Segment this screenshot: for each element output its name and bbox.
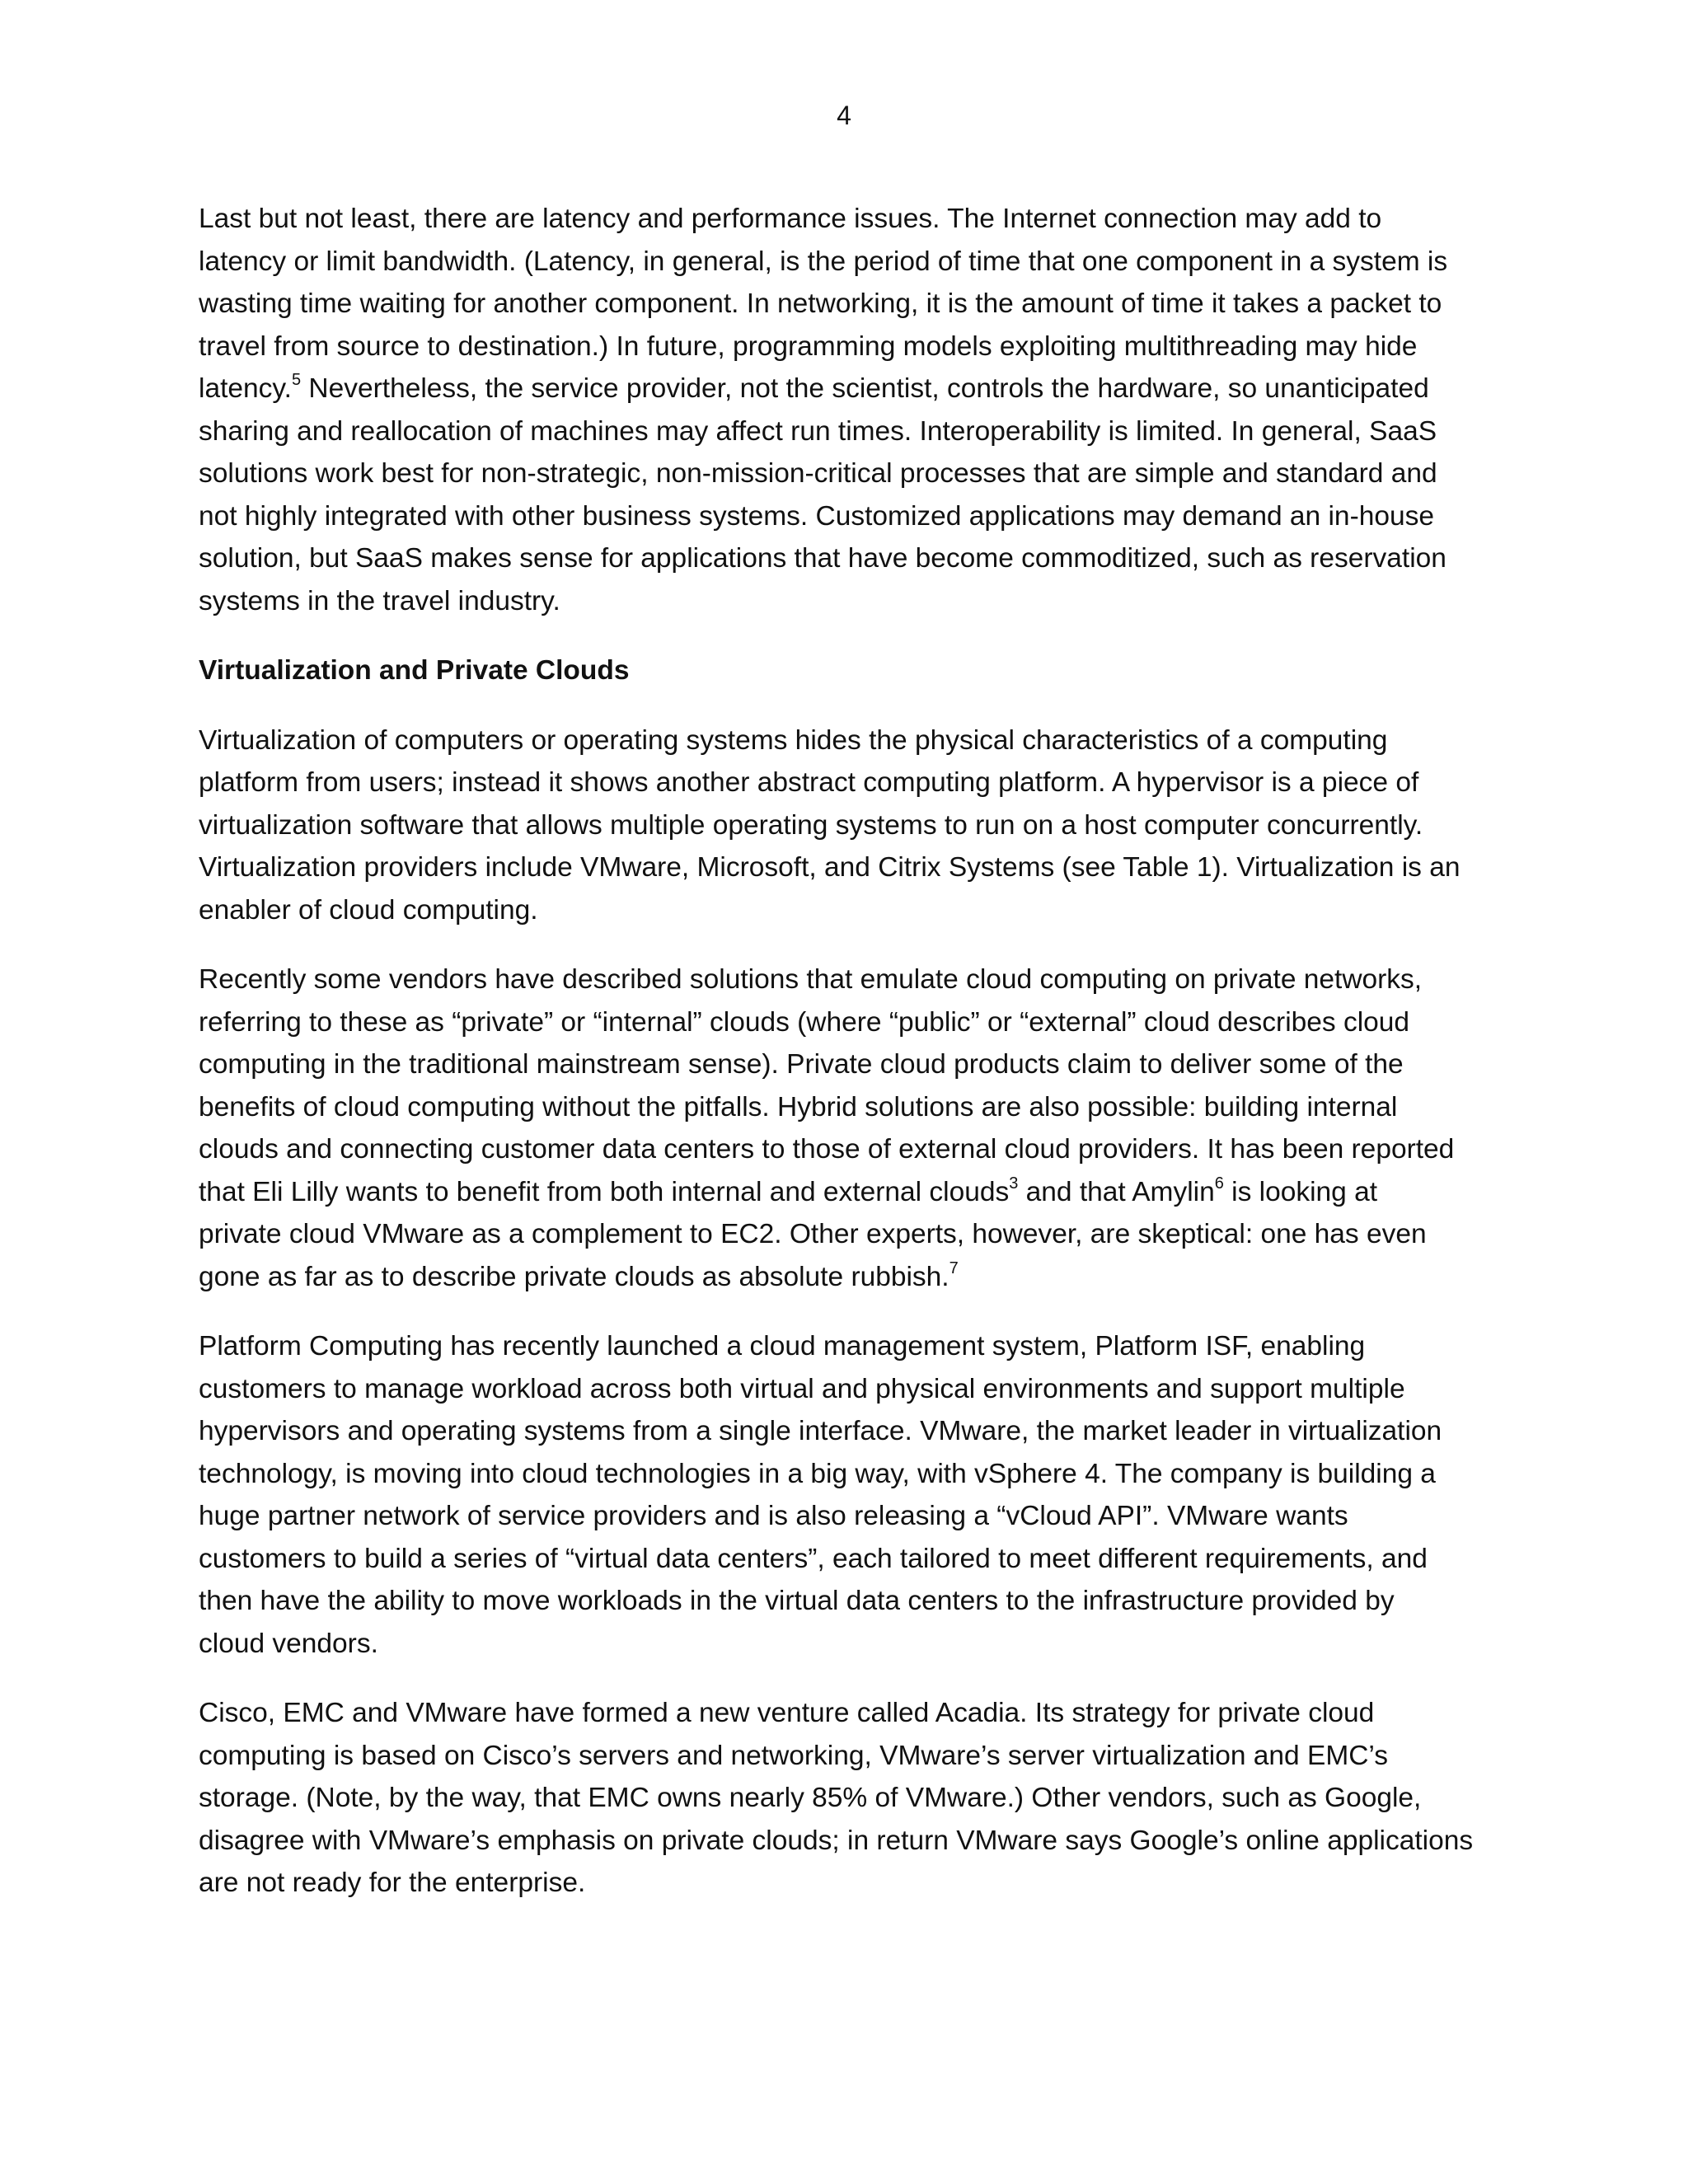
paragraph-3 bbox=[199, 958, 1493, 1298]
text-line: clouds and connecting customer data centers to those of external cloud providers. It has been reported bbox=[199, 1134, 1455, 1165]
footnote-ref: 7 bbox=[949, 1258, 959, 1277]
document-body bbox=[199, 198, 1493, 1932]
text-line: latency or limit bandwidth. (Latency, in general, is the period of time that one component in a system is bbox=[199, 246, 1448, 277]
text-line: referring to these as “private” or “internal” clouds (where “public” or “external” cloud describes cloud bbox=[199, 1006, 1410, 1038]
text-line: storage. (Note, by the way, that EMC owns nearly 85% of VMware.) Other vendors, such as Google, bbox=[199, 1783, 1422, 1813]
text-line: then have the ability to move workloads in the virtual data centers to the infrastructure provided by bbox=[199, 1586, 1395, 1616]
text-line: enabler of cloud computing. bbox=[199, 894, 538, 926]
text-line: latency.$^5$ Nevertheless, the service provider, not the scientist, controls the hardware, so unanticipated bbox=[199, 371, 1429, 404]
text-line: hypervisors and operating systems from a single interface. VMware, the market leader in virtualization bbox=[199, 1416, 1442, 1446]
paragraph-1 bbox=[199, 198, 1493, 622]
footnote-ref: 5 bbox=[291, 371, 302, 389]
text-line: wasting time waiting for another component. In networking, it is the amount of time it takes a packet to bbox=[199, 288, 1442, 319]
footnote-ref: 6 bbox=[1214, 1174, 1224, 1193]
text-line: that Eli Lilly wants to benefit from both internal and external clouds$^3$ and that Amylin$^6$ is looking at bbox=[199, 1174, 1378, 1207]
paragraph-5 bbox=[199, 1692, 1493, 1905]
text-line: virtualization software that allows multiple operating systems to run on a host computer concurrently. bbox=[199, 809, 1423, 841]
paragraph-4 bbox=[199, 1325, 1493, 1665]
text-line: Recently some vendors have described solutions that emulate cloud computing on private networks, bbox=[199, 964, 1423, 995]
text-line: solution, but SaaS makes sense for applications that have become commoditized, such as reservation bbox=[199, 543, 1447, 574]
page-number: 4 bbox=[837, 101, 851, 130]
text-line: disagree with VMware’s emphasis on private clouds; in return VMware says Google’s online applications bbox=[199, 1825, 1474, 1856]
text-line: technology, is moving into cloud technologies in a big way, with vSphere 4. The company is building a bbox=[199, 1458, 1436, 1489]
text-line: gone as far as to describe private clouds as absolute rubbish.$^7$ bbox=[199, 1258, 959, 1292]
text-line: customers to build a series of “virtual data centers”, each tailored to meet different requirements, and bbox=[199, 1543, 1428, 1574]
text-line: Virtualization providers include VMware, Microsoft, and Citrix Systems (see Table 1). Virtualization is an bbox=[199, 852, 1461, 883]
section-heading: Virtualization and Private Clouds bbox=[199, 655, 630, 686]
text-line: not highly integrated with other business systems. Customized applications may demand an in-house bbox=[199, 500, 1434, 532]
text-line: customers to manage workload across both virtual and physical environments and support multiple bbox=[199, 1373, 1405, 1404]
text-line: solutions work best for non-strategic, non-mission-critical processes that are simple and standard and bbox=[199, 458, 1437, 489]
text-line: platform from users; instead it shows another abstract computing platform. A hypervisor is a piece of bbox=[199, 767, 1419, 798]
text-line: systems in the travel industry. bbox=[199, 585, 560, 616]
text-line: travel from source to destination.) In future, programming models exploiting multithreading may hide bbox=[199, 330, 1418, 362]
footnote-ref: 3 bbox=[1009, 1174, 1019, 1193]
text-line: computing in the traditional mainstream sense). Private cloud products claim to deliver some of the bbox=[199, 1049, 1404, 1080]
text-line: huge partner network of service providers and is also releasing a “vCloud API”. VMware wants bbox=[199, 1501, 1348, 1531]
text-line: private cloud VMware as a complement to EC2. Other experts, however, are skeptical: one has even bbox=[199, 1219, 1427, 1249]
text-line: computing is based on Cisco’s servers and networking, VMware’s server virtualization and EMC’s bbox=[199, 1740, 1389, 1771]
text-line: cloud vendors. bbox=[199, 1628, 378, 1659]
text-line: are not ready for the enterprise. bbox=[199, 1868, 586, 1898]
text-line: Cisco, EMC and VMware have formed a new venture called Acadia. Its strategy for private cloud bbox=[199, 1698, 1375, 1728]
text-line: Last but not least, there are latency and performance issues. The Internet connection may add to bbox=[199, 204, 1382, 234]
text-line: Virtualization of computers or operating systems hides the physical characteristics of a computing bbox=[199, 724, 1388, 756]
paragraph-2 bbox=[199, 719, 1493, 932]
text-line: Platform Computing has recently launched a cloud management system, Platform ISF, enabling bbox=[199, 1331, 1366, 1361]
text-line: benefits of cloud computing without the pitfalls. Hybrid solutions are also possible: building internal bbox=[199, 1091, 1398, 1122]
text-line: sharing and reallocation of machines may affect run times. Interoperability is limited. In general, SaaS bbox=[199, 415, 1437, 447]
